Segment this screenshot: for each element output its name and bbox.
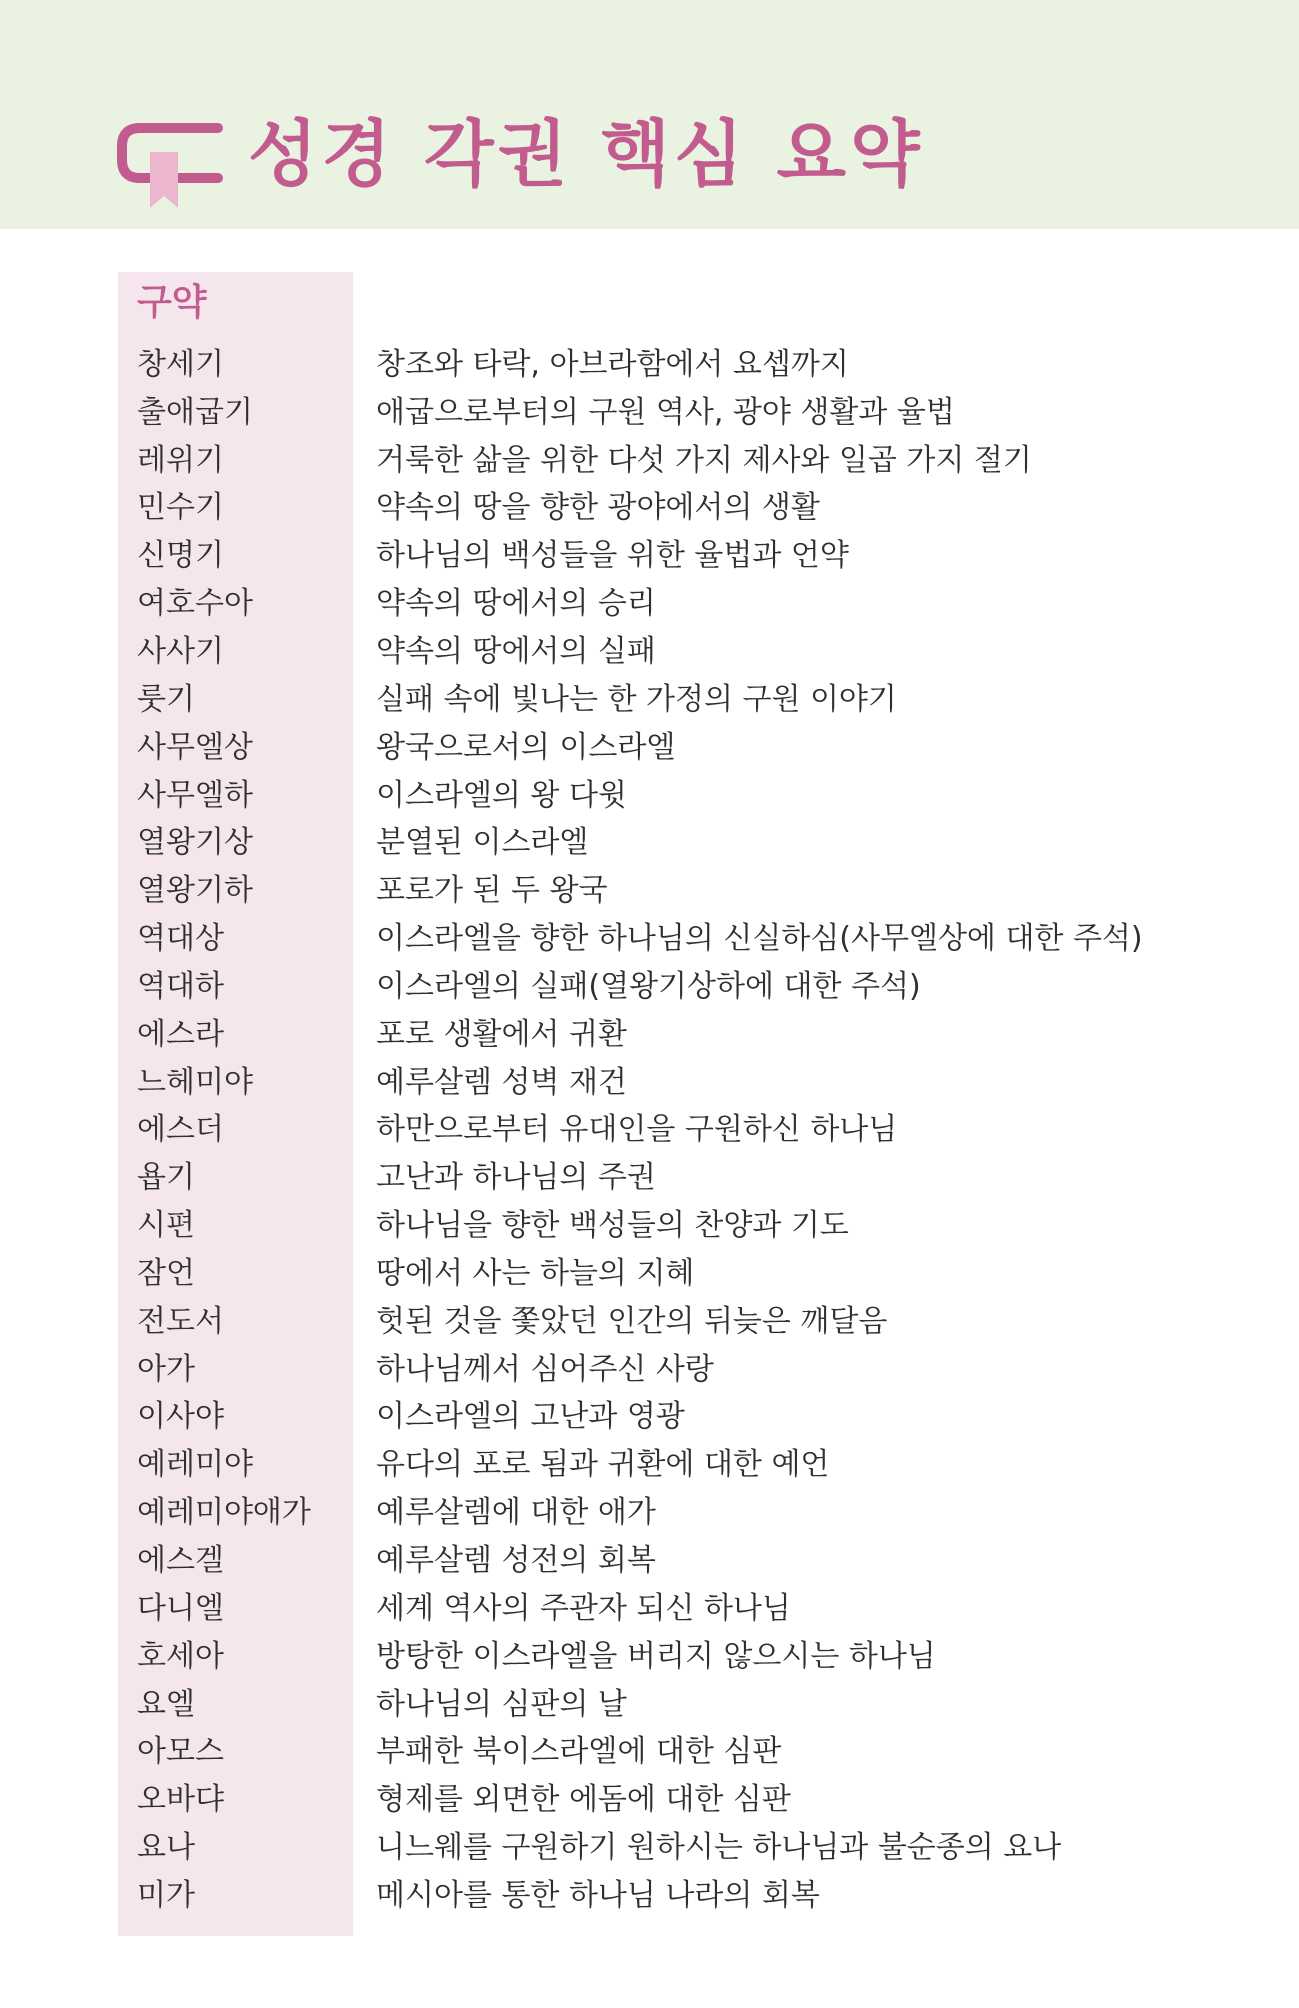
book-row — [0, 720, 1299, 768]
book-row — [0, 1342, 1299, 1390]
book-row — [0, 1390, 1299, 1438]
book-name: 이사야 — [137, 1399, 224, 1435]
book-row — [0, 1533, 1299, 1581]
book-summary: 예루살렘 성전의 회복 — [376, 1543, 656, 1579]
book-row — [0, 672, 1299, 720]
book-summary: 이스라엘을 향한 하나님의 신실하심(사무엘상에 대한 주석) — [376, 921, 1143, 957]
book-name: 호세아 — [137, 1638, 224, 1674]
book-summary: 부패한 북이스라엘에 대한 심판 — [376, 1734, 782, 1770]
book-row — [0, 959, 1299, 1007]
book-name: 사무엘하 — [137, 777, 253, 813]
book-name: 예레미야애가 — [137, 1495, 311, 1531]
book-name: 열왕기상 — [137, 825, 253, 861]
book-name: 역대하 — [137, 968, 224, 1004]
book-row — [0, 1629, 1299, 1677]
book-summary: 약속의 땅에서의 실패 — [376, 633, 656, 669]
book-row — [0, 863, 1299, 911]
book-row — [0, 815, 1299, 863]
book-summary: 창조와 타락, 아브라함에서 요셉까지 — [376, 346, 849, 382]
book-row — [0, 1294, 1299, 1342]
bookmark-bracket-icon — [114, 112, 224, 212]
book-row — [0, 1485, 1299, 1533]
book-row — [0, 1246, 1299, 1294]
book-row — [0, 337, 1299, 385]
book-row — [0, 911, 1299, 959]
book-row — [0, 1198, 1299, 1246]
book-row — [0, 1868, 1299, 1916]
page-title: 성경 각권 핵심 요약 — [248, 112, 924, 196]
book-name: 열왕기하 — [137, 873, 253, 909]
book-name: 창세기 — [137, 346, 224, 382]
book-summary: 분열된 이스라엘 — [376, 825, 589, 861]
book-summary: 방탕한 이스라엘을 버리지 않으시는 하나님 — [376, 1638, 936, 1674]
book-name: 요나 — [137, 1830, 195, 1866]
book-name: 느헤미야 — [137, 1064, 253, 1100]
book-summary: 왕국으로서의 이스라엘 — [376, 729, 676, 765]
book-summary: 하나님께서 심어주신 사랑 — [376, 1351, 714, 1387]
book-row — [0, 1150, 1299, 1198]
book-name: 에스라 — [137, 1016, 224, 1052]
book-row — [0, 1055, 1299, 1103]
book-row — [0, 1581, 1299, 1629]
book-name: 룻기 — [137, 681, 195, 717]
book-row — [0, 1437, 1299, 1485]
book-summary: 약속의 땅을 향한 광야에서의 생활 — [376, 490, 820, 526]
book-row — [0, 1103, 1299, 1151]
section-heading: 구약 — [137, 282, 207, 323]
book-summary: 이스라엘의 고난과 영광 — [376, 1399, 685, 1435]
book-row — [0, 433, 1299, 481]
book-row — [0, 1677, 1299, 1725]
book-summary: 하만으로부터 유대인을 구원하신 하나님 — [376, 1112, 898, 1148]
book-summary: 이스라엘의 왕 다윗 — [376, 777, 627, 813]
book-name: 아모스 — [137, 1734, 224, 1770]
book-name: 잠언 — [137, 1255, 195, 1291]
book-name: 에스더 — [137, 1112, 224, 1148]
book-summary: 하나님을 향한 백성들의 찬양과 기도 — [376, 1208, 849, 1244]
book-summary: 세계 역사의 주관자 되신 하나님 — [376, 1590, 791, 1626]
book-row — [0, 528, 1299, 576]
book-row — [0, 576, 1299, 624]
book-summary: 거룩한 삶을 위한 다섯 가지 제사와 일곱 가지 절기 — [376, 442, 1032, 478]
book-name: 시편 — [137, 1208, 195, 1244]
book-row — [0, 768, 1299, 816]
book-name: 역대상 — [137, 921, 224, 957]
book-summary: 예루살렘에 대한 애가 — [376, 1495, 656, 1531]
book-row — [0, 1724, 1299, 1772]
book-summary: 약속의 땅에서의 승리 — [376, 586, 656, 622]
header-band — [0, 0, 1299, 229]
book-name: 사무엘상 — [137, 729, 253, 765]
book-row — [0, 481, 1299, 529]
book-summary: 포로 생활에서 귀환 — [376, 1016, 627, 1052]
book-summary: 예루살렘 성벽 재건 — [376, 1064, 627, 1100]
book-name: 에스겔 — [137, 1543, 224, 1579]
book-summary: 포로가 된 두 왕국 — [376, 873, 608, 909]
book-name: 오바댜 — [137, 1782, 224, 1818]
book-name: 출애굽기 — [137, 394, 253, 430]
book-row — [0, 624, 1299, 672]
book-name: 예레미야 — [137, 1447, 253, 1483]
book-name: 사사기 — [137, 633, 224, 669]
book-summary: 형제를 외면한 에돔에 대한 심판 — [376, 1782, 791, 1818]
book-name: 욥기 — [137, 1160, 195, 1196]
book-row — [0, 385, 1299, 433]
book-name: 미가 — [137, 1877, 195, 1913]
book-name: 다니엘 — [137, 1590, 224, 1626]
book-summary: 유다의 포로 됨과 귀환에 대한 예언 — [376, 1447, 830, 1483]
book-name: 아가 — [137, 1351, 195, 1387]
book-row — [0, 1772, 1299, 1820]
book-name: 여호수아 — [137, 586, 253, 622]
book-name: 레위기 — [137, 442, 224, 478]
book-summary: 니느웨를 구원하기 원하시는 하나님과 불순종의 요나 — [376, 1830, 1062, 1866]
book-name: 요엘 — [137, 1686, 195, 1722]
book-summary: 실패 속에 빛나는 한 가정의 구원 이야기 — [376, 681, 897, 717]
book-summary: 애굽으로부터의 구원 역사, 광야 생활과 율법 — [376, 394, 955, 430]
book-name: 신명기 — [137, 538, 224, 574]
book-name: 전도서 — [137, 1303, 224, 1339]
book-row — [0, 1820, 1299, 1868]
book-summary: 헛된 것을 쫓았던 인간의 뒤늦은 깨달음 — [376, 1303, 888, 1339]
book-name: 민수기 — [137, 490, 224, 526]
book-summary: 하나님의 백성들을 위한 율법과 언약 — [376, 538, 849, 574]
book-summary: 하나님의 심판의 날 — [376, 1686, 627, 1722]
book-row — [0, 1007, 1299, 1055]
book-list — [0, 337, 1299, 1916]
book-summary: 고난과 하나님의 주권 — [376, 1160, 656, 1196]
book-summary: 땅에서 사는 하늘의 지혜 — [376, 1255, 695, 1291]
book-summary: 메시아를 통한 하나님 나라의 회복 — [376, 1877, 820, 1913]
book-summary: 이스라엘의 실패(열왕기상하에 대한 주석) — [376, 968, 921, 1004]
